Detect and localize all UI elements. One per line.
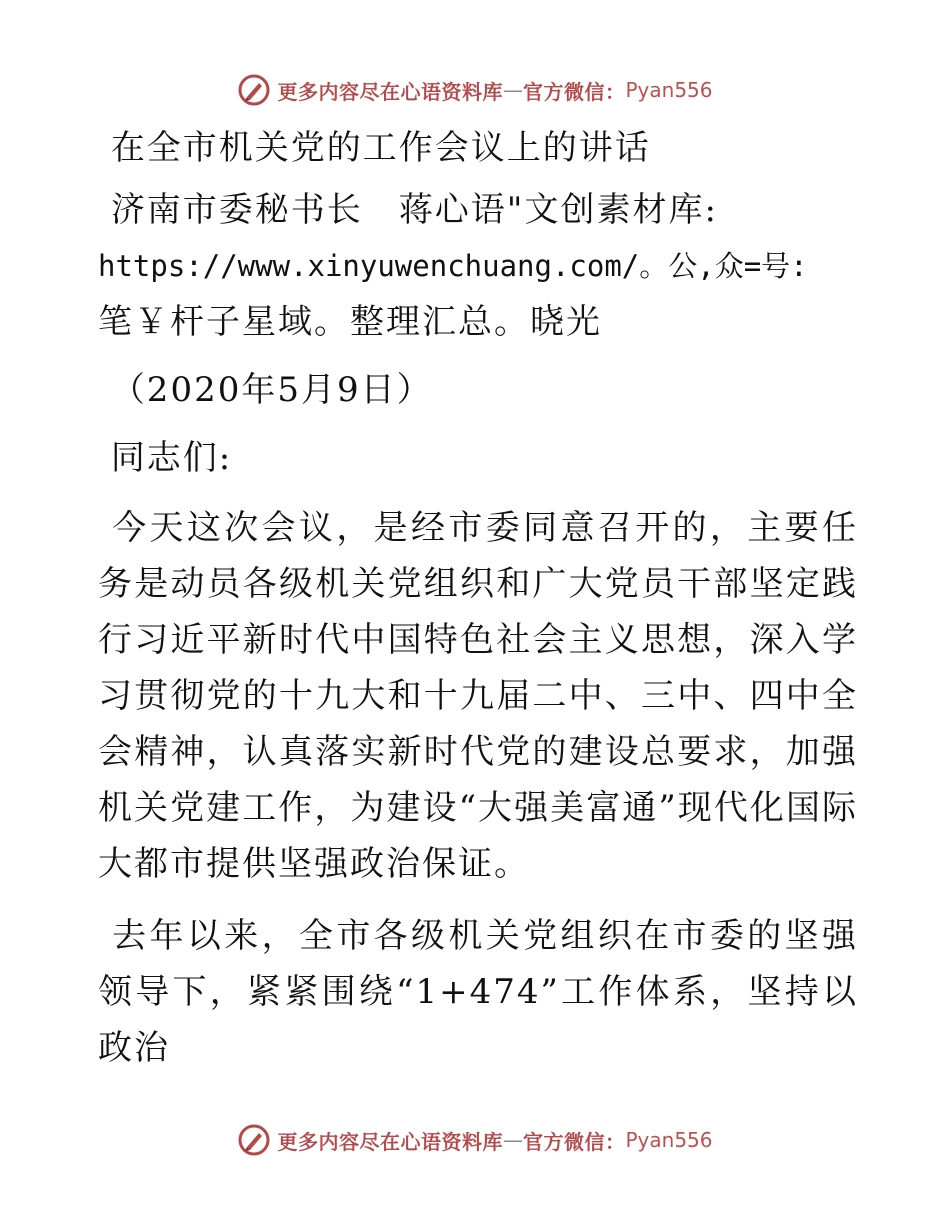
banner-wechat-label: 官方微信：: [522, 79, 626, 104]
banner-wechat-label: 官方微信：: [522, 1129, 626, 1154]
document-body: [98, 120, 858, 1092]
banner-main-text: 更多内容尽在心语资料库: [277, 1129, 503, 1154]
document-title: 在全市机关党的工作会议上的讲话: [98, 128, 651, 168]
banner-wechat-id: Pyan556: [625, 78, 713, 102]
banner-dash: —: [502, 78, 523, 102]
body-paragraph: 今天这次会议，是经市委同意召开的，主要任务是动员各级机关党组织和广大党员干部坚定践行习近平新时代中国特色社会主义思想，深入学习贯彻党的十九大和十九届二中、三中、四中全会精神，认真落实新时代党的建设总要求，加强机关党建工作，为建设“大强美富通”现代化国际大都市提供坚强政治保证。: [98, 508, 858, 884]
footer-banner: [0, 1120, 950, 1160]
greeting: 同志们:: [98, 438, 233, 478]
banner-main-text: 更多内容尽在心语资料库: [277, 79, 503, 104]
date-line: （2020年5月9日）: [98, 370, 433, 410]
author-line: 济南市委秘书长 蒋心语"文创素材库:: [98, 190, 718, 230]
pen-logo-icon: [237, 73, 271, 107]
body-paragraph: 去年以来，全市各级机关党组织在市委的坚强领导下，紧紧围绕“1+474”工作体系，坚持以政治: [98, 916, 858, 1068]
source-line: 笔￥杆子星域。整理汇总。晓光: [98, 302, 602, 342]
banner-dash: —: [502, 1128, 523, 1152]
pen-logo-icon: [237, 1123, 271, 1157]
header-banner: [0, 70, 950, 110]
url-line: https://www.xinyuwenchuang.com/。公,众=号:: [98, 249, 808, 283]
banner-wechat-id: Pyan556: [625, 1128, 713, 1152]
